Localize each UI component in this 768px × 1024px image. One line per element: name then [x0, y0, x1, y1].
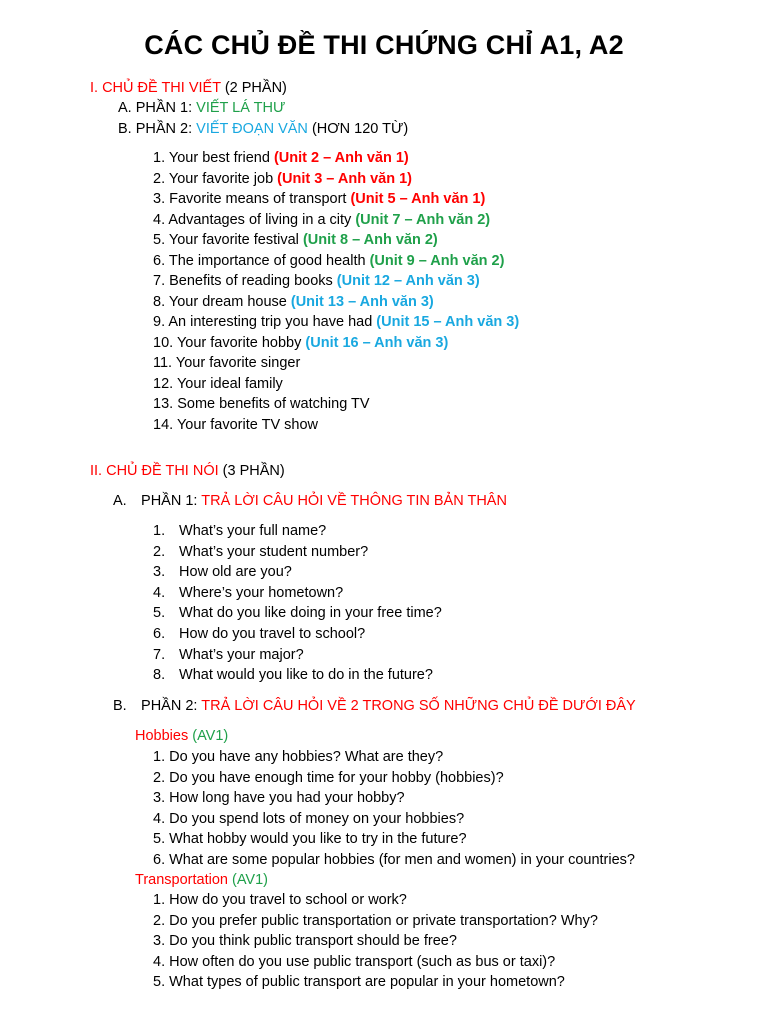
item-text: Benefits of reading books	[169, 273, 333, 289]
hobbies-question-item	[153, 809, 464, 829]
page-title: CÁC CHỦ ĐỀ THI CHỨNG CHỈ A1, A2	[144, 30, 624, 60]
hobbies-question-item	[153, 747, 443, 767]
writing-part-b-value: VIẾT ĐOẠN VĂN	[196, 121, 308, 137]
speaking-heading-text: II. CHỦ ĐỀ THI NÓI	[90, 463, 219, 479]
writing-part-a	[118, 98, 285, 118]
item-unit-reference: (Unit 8 – Anh văn 2)	[302, 232, 438, 248]
item-unit-reference: (Unit 9 – Anh văn 2)	[369, 252, 505, 269]
item-number: 4.	[153, 953, 166, 970]
item-number: 14.	[153, 416, 174, 433]
transportation-question-item	[153, 952, 555, 972]
item-text: What are some popular hobbies (for men and women) in your countries?	[169, 851, 635, 868]
writing-topic-item	[153, 394, 370, 414]
hobbies-heading	[135, 726, 228, 746]
item-text: Favorite means of transport	[169, 191, 347, 207]
part-a-question-item	[153, 624, 365, 644]
item-text: Do you spend lots of money on your hobbies?	[169, 810, 465, 827]
item-text: Your ideal family	[176, 375, 283, 392]
writing-part-b-note: (HƠN 120 TỪ)	[311, 121, 409, 137]
speaking-part-a-value: TRẢ LỜI CÂU HỎI VỀ THÔNG TIN BẢN THÂN	[201, 493, 507, 509]
speaking-part-b-value: TRẢ LỜI CÂU HỎI VỀ 2 TRONG SỐ NHỮNG CHỦ ĐỀ DƯỚI ĐÂY	[201, 698, 636, 714]
item-number: 1.	[153, 150, 166, 166]
item-number: 6.	[153, 851, 166, 868]
speaking-part-b-letter: B.	[113, 698, 127, 714]
item-number: 1.	[153, 523, 166, 539]
item-text: Your best friend	[168, 150, 270, 166]
writing-topic-item	[153, 312, 519, 332]
item-number: 5.	[153, 974, 166, 990]
item-number: 9.	[153, 314, 166, 330]
item-text: How old are you?	[179, 564, 292, 581]
item-number: 12.	[153, 375, 174, 392]
writing-heading-text: I. CHỦ ĐỀ THI VIẾT	[90, 80, 221, 96]
item-text: Your favorite TV show	[176, 416, 319, 433]
item-number: 7.	[153, 646, 166, 663]
item-number: 5.	[153, 605, 166, 622]
item-text: What’s your full name?	[179, 523, 327, 539]
writing-topic-item	[153, 169, 412, 189]
hobbies-question-item	[153, 850, 635, 870]
item-text: How do you travel to school?	[179, 626, 366, 642]
item-text: The importance of good health	[168, 252, 366, 269]
writing-part-b-label: B. PHẦN 2:	[118, 121, 193, 137]
hobbies-question-item	[153, 829, 467, 849]
writing-part-a-value: VIẾT LÁ THƯ	[196, 100, 286, 116]
item-number: 6.	[153, 626, 166, 642]
item-number: 8.	[153, 667, 166, 684]
writing-topic-item	[153, 230, 438, 250]
writing-topic-item	[153, 374, 283, 394]
transportation-level: (AV1)	[232, 872, 268, 888]
item-unit-reference: (Unit 13 – Anh văn 3)	[290, 293, 434, 310]
speaking-part-a	[113, 491, 507, 511]
part-a-question-item	[153, 603, 442, 623]
item-number: 2.	[153, 170, 166, 187]
writing-topic-item	[153, 415, 318, 435]
item-unit-reference: (Unit 15 – Anh văn 3)	[376, 314, 520, 330]
writing-part-b	[118, 119, 408, 139]
item-text: How often do you use public transport (such as bus or taxi)?	[169, 953, 556, 970]
speaking-part-a-label: PHẦN 1:	[141, 493, 198, 509]
item-text: Do you have enough time for your hobby (hobbies)?	[169, 769, 504, 786]
item-number: 3.	[153, 191, 166, 207]
item-number: 2.	[153, 769, 166, 786]
speaking-part-b	[113, 696, 636, 716]
item-number: 8.	[153, 293, 166, 310]
item-unit-reference: (Unit 3 – Anh văn 1)	[277, 170, 412, 187]
writing-topic-item	[153, 333, 448, 353]
item-text: Where’s your hometown?	[179, 584, 344, 601]
transportation-question-item	[153, 890, 407, 910]
part-a-question-item	[153, 521, 326, 541]
writing-topic-item	[153, 292, 434, 312]
item-text: Do you have any hobbies? What are they?	[169, 749, 444, 765]
item-text: Your favorite hobby	[176, 334, 302, 351]
item-text: Do you prefer public transportation or private transportation? Why?	[169, 912, 598, 929]
transportation-question-item	[153, 931, 457, 951]
item-text: How long have you had your hobby?	[169, 790, 405, 806]
item-number: 3.	[153, 564, 166, 581]
item-number: 11.	[153, 355, 173, 371]
writing-parts-count: (2 PHẦN)	[224, 80, 287, 96]
item-number: 1.	[153, 749, 166, 765]
item-text: What would you like to do in the future?	[179, 667, 433, 684]
speaking-heading	[90, 461, 285, 481]
item-number: 13.	[153, 396, 174, 412]
item-unit-reference: (Unit 16 – Anh văn 3)	[305, 334, 449, 351]
speaking-part-a-letter: A.	[113, 493, 127, 509]
item-number: 6.	[153, 252, 166, 269]
item-text: How do you travel to school or work?	[169, 892, 407, 908]
item-text: Your favorite singer	[175, 355, 301, 371]
item-number: 7.	[153, 273, 166, 289]
writing-topic-item	[153, 353, 300, 373]
hobbies-title: Hobbies	[135, 728, 189, 744]
item-unit-reference: (Unit 2 – Anh văn 1)	[273, 150, 409, 166]
part-a-question-item	[153, 645, 304, 665]
writing-topic-item	[153, 271, 480, 291]
speaking-part-b-label: PHẦN 2:	[141, 698, 198, 714]
item-text: What’s your student number?	[179, 543, 369, 560]
item-unit-reference: (Unit 5 – Anh văn 1)	[350, 191, 486, 207]
item-text: What do you like doing in your free time?	[179, 605, 442, 622]
item-number: 2.	[153, 912, 166, 929]
item-text: Your favorite festival	[168, 232, 299, 248]
part-a-question-item	[153, 665, 433, 685]
part-a-question-item	[153, 562, 292, 582]
hobbies-question-item	[153, 768, 504, 788]
item-number: 5.	[153, 232, 166, 248]
item-number: 1.	[153, 892, 166, 908]
writing-topic-item	[153, 251, 504, 271]
item-text: What types of public transport are popular in your hometown?	[169, 974, 565, 990]
item-text: Some benefits of watching TV	[177, 396, 370, 412]
item-text: Do you think public transport should be free?	[169, 933, 457, 949]
item-number: 3.	[153, 933, 166, 949]
item-number: 5.	[153, 831, 166, 847]
item-number: 4.	[153, 211, 166, 228]
transportation-question-item	[153, 972, 565, 992]
writing-topic-item	[153, 148, 409, 168]
item-number: 10.	[153, 334, 174, 351]
item-unit-reference: (Unit 7 – Anh văn 2)	[355, 211, 491, 228]
item-text: What’s your major?	[179, 646, 304, 663]
part-a-question-item	[153, 542, 368, 562]
transportation-question-item	[153, 911, 598, 931]
item-number: 3.	[153, 790, 166, 806]
item-number: 2.	[153, 543, 166, 560]
item-text: Your dream house	[168, 293, 287, 310]
transportation-title: Transportation	[135, 872, 228, 888]
writing-topic-item	[153, 210, 490, 230]
part-a-question-item	[153, 583, 343, 603]
speaking-parts-count: (3 PHẦN)	[222, 463, 285, 479]
hobbies-question-item	[153, 788, 405, 808]
writing-heading	[90, 78, 287, 98]
item-text: Your favorite job	[168, 170, 274, 187]
item-number: 4.	[153, 584, 166, 601]
transportation-heading	[135, 870, 268, 890]
item-text: What hobby would you like to try in the future?	[169, 831, 467, 847]
hobbies-level: (AV1)	[192, 728, 229, 744]
item-text: Advantages of living in a city	[168, 211, 352, 228]
item-number: 4.	[153, 810, 166, 827]
item-text: An interesting trip you have had	[168, 314, 373, 330]
writing-topic-item	[153, 189, 485, 209]
writing-part-a-label: A. PHẦN 1:	[118, 100, 193, 116]
item-unit-reference: (Unit 12 – Anh văn 3)	[336, 273, 480, 289]
